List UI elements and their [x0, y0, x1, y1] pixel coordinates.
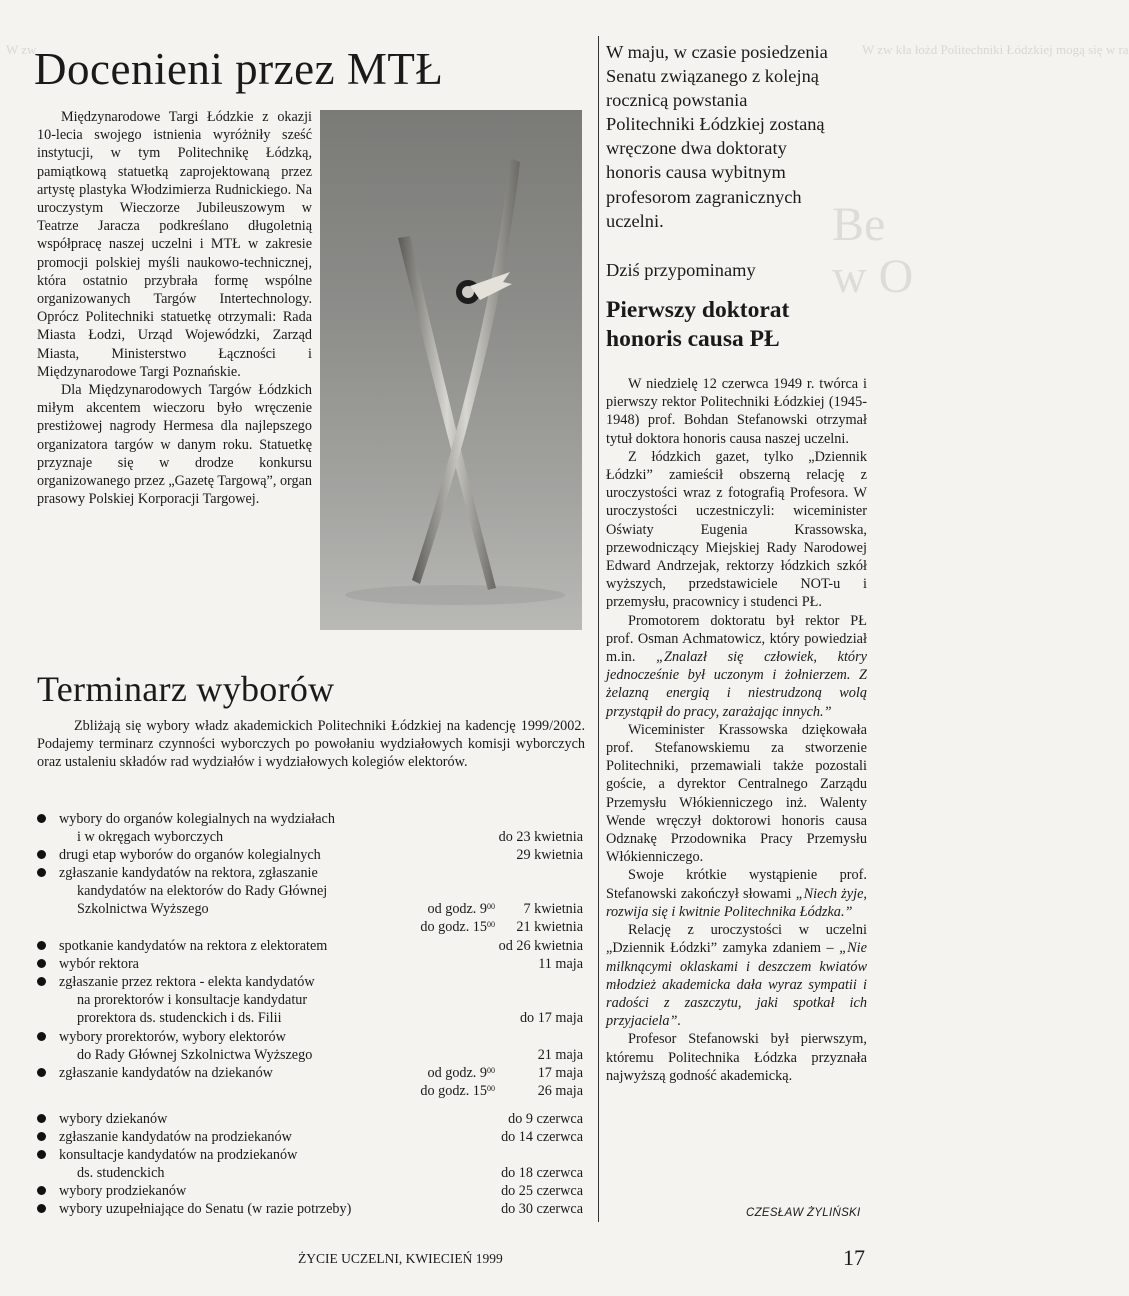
- statuette-photo: [320, 110, 582, 630]
- schedule-item-text: i w okręgach wyborczych: [77, 829, 224, 846]
- bullet-icon: [37, 814, 46, 823]
- author-signature: CZESŁAW ŻYLIŃSKI: [746, 1207, 861, 1219]
- schedule-item: [37, 1182, 585, 1200]
- bleed-heading-1: Be: [832, 198, 886, 251]
- article-lead-2: Dziś przypominamy: [606, 260, 756, 280]
- column-divider: [598, 36, 599, 1222]
- schedule-item-text: drugi etap wyborów do organów kolegialnych: [59, 847, 321, 863]
- schedule-item: [37, 955, 585, 973]
- article-title-terminarz: Terminarz wyborów: [37, 669, 335, 709]
- schedule-item-text: wybory prodziekanów: [59, 1183, 187, 1199]
- bullet-icon: [37, 1204, 46, 1213]
- schedule-date: do 14 czerwca: [501, 1129, 583, 1145]
- paragraph: Wiceminister Krassowska dziękowała prof. Stefanowskiemu za stworzenie Politechniki, przemawiali także pozostali goście, a dyrektor Centralnego Zarządu Przemysłu Włókienniczego inż. Walenty Wende wręczył doktorowi honoris causa Odznakę Przodownika Pracy Przemysłu Włókienniczego.: [606, 721, 867, 866]
- schedule-item: [37, 864, 585, 937]
- publication-footer: ŻYCIE UCZELNI, KWIECIEŃ 1999: [298, 1251, 503, 1266]
- schedule-date: od 26 kwietnia: [498, 938, 583, 954]
- schedule-date: 17 maja: [537, 1065, 583, 1081]
- quote: „Nie milknącymi oklaskami i deszczem kwiatów młodzież akademicka dała wyraz sympatii i radości z zaszczytu, jaki spotkał ich przyjaciela”.: [606, 940, 867, 1030]
- schedule-item-text: zgłaszanie kandydatów na prodziekanów: [59, 1129, 292, 1145]
- schedule-date: do 17 maja: [519, 1010, 583, 1026]
- schedule-item-text: zgłaszanie kandydatów na rektora, zgłaszanie: [59, 865, 318, 881]
- schedule-item-text: konsultacje kandydatów na prodziekanów: [59, 1147, 298, 1163]
- article-title-docenieni: Docenieni przez MTŁ: [34, 44, 444, 94]
- paragraph: Swoje krótkie wystąpienie prof. Stefanowski zakończył słowami „Niech żyje, rozwija się i kwitnie Politechnika Łódzka.”: [606, 867, 867, 920]
- bullet-icon: [37, 1032, 46, 1041]
- schedule-time: od godz. $9^{00}$: [427, 901, 495, 917]
- schedule-item: [37, 810, 585, 846]
- bleed-text-top-left: W zw: [6, 42, 37, 57]
- bullet-icon: [37, 1132, 46, 1141]
- schedule-time: od godz. $9^{00}$: [427, 1065, 495, 1081]
- schedule-item-text: wybory prorektorów, wybory elektorów: [59, 1029, 286, 1045]
- schedule-date: 29 kwietnia: [516, 847, 583, 863]
- page-number: 17: [843, 1245, 865, 1270]
- schedule-item-text: zgłaszanie kandydatów na dziekanów: [59, 1065, 273, 1081]
- schedule-date: do 25 czerwca: [501, 1183, 583, 1199]
- schedule-item-text: spotkanie kandydatów na rektora z elektoratem: [59, 938, 328, 954]
- quote: „Znalazł się człowiek, który jednocześnie był uczonym i żołnierzem. Z żelazną energią i niestrudzoną wolą przystąpił do pracy, zarażając innych.”: [606, 649, 867, 720]
- quote: „Niech żyje, rozwija się i kwitnie Politechnika Łódzka.”: [606, 885, 867, 920]
- bullet-icon: [37, 1068, 46, 1077]
- schedule-item-text: kandydatów na elektorów do Rady Głównej: [77, 883, 328, 900]
- schedule-time: do godz. $15^{00}$: [420, 1083, 495, 1099]
- schedule-item: [37, 1128, 585, 1146]
- article-body-doktorat: [606, 375, 867, 1085]
- paragraph: W niedzielę 12 czerwca 1949 r. twórca i pierwszy rektor Politechniki Łódzkiej (1945-1948) prof. Bohdan Stefanowski otrzymał tytuł doktora honoris causa naszej uczelni.: [606, 376, 867, 447]
- schedule-item-text: na prorektorów i konsultacje kandydatur: [77, 992, 308, 1009]
- paragraph: Dla Międzynarodowych Targów Łódzkich miłym akcentem wieczoru było wręczenie prestiżowej nagrody Hermesa dla najlepszego organizatora targów w danym roku. Statuetkę przyznaje się w drodze konkursu organizowanego przez „Gazetę Targową”, organ prasowy Polskiej Korporacji Targowej.: [37, 382, 312, 508]
- schedule-item-text: wybór rektora: [59, 956, 139, 972]
- paragraph: Międzynarodowe Targi Łódzkie z okazji 10-lecia swojego istnienia wyróżniły sześć instytucji, w tym Politechnikę Łódzką, pamiątkową statuetką zaprojektowaną przez artystę plastyka Włodzimierza Rudnickiego. Na uroczystym Wieczorze Jubileuszowym w Teatrze Jaracza podkreślano długoletnią współpracę naszej uczelni i MTŁ w zakresie promocji polskiej myśli naukowo-technicznej, która ostatnio przybrała formę wspólne organizowanych Targów Intertechnology. Oprócz Politechniki statuetkę otrzymali: Rada Miasta Łodzi, Urząd Wojewódzki, Zarząd Miasta, Ministerstwo Łączności i Międzynarodowe Targi Poznańskie.: [37, 109, 312, 380]
- bullet-icon: [37, 977, 46, 986]
- schedule-item: [37, 1146, 585, 1182]
- schedule-date: 21 maja: [537, 1047, 583, 1063]
- bullet-icon: [37, 868, 46, 877]
- schedule-date: do 30 czerwca: [501, 1201, 583, 1217]
- bullet-icon: [37, 850, 46, 859]
- bleed-text-top-right: W zw kła łożd Politechniki Łódzkiej mogą się w ra: [862, 42, 1129, 57]
- article-body-docenieni: [37, 108, 312, 508]
- bullet-icon: [37, 959, 46, 968]
- schedule-date: 21 kwietnia: [516, 919, 583, 935]
- bleed-heading-2: w O: [832, 250, 914, 303]
- schedule-date: 11 maja: [538, 956, 583, 972]
- schedule-item-text: wybory dziekanów: [59, 1111, 168, 1127]
- statuette-image: [320, 110, 582, 630]
- schedule-item: [37, 1028, 585, 1064]
- schedule-item-text: ds. studenckich: [77, 1165, 165, 1182]
- schedule-date: do 18 czerwca: [501, 1165, 583, 1181]
- schedule-date: do 23 kwietnia: [498, 829, 583, 845]
- schedule-time: do godz. $15^{00}$: [420, 919, 495, 935]
- bullet-icon: [37, 1114, 46, 1123]
- schedule-item-text: prorektora ds. studenckich i ds. Filii: [77, 1010, 282, 1027]
- schedule-item: [37, 1064, 585, 1110]
- schedule-date: 26 maja: [537, 1083, 583, 1099]
- election-schedule: [37, 810, 585, 1218]
- article-title-doktorat: Pierwszy doktorat honoris causa PŁ: [606, 297, 790, 352]
- bullet-icon: [37, 941, 46, 950]
- schedule-item: [37, 846, 585, 864]
- schedule-date: 7 kwietnia: [523, 901, 583, 917]
- article-intro-terminarz: Zbliżają się wybory władz akademickich Politechniki Łódzkiej na kadencję 1999/2002. Podajemy terminarz czynności wyborczych po powołaniu wydziałowych komisji wyborczych oraz ustaleniu składów rad wydziałów i wydziałowych kolegiów elektorów.: [37, 718, 585, 771]
- schedule-item-text: zgłaszanie przez rektora - elekta kandydatów: [59, 974, 315, 990]
- schedule-item-text: wybory do organów kolegialnych na wydziałach: [59, 811, 335, 827]
- paragraph: Z łódzkich gazet, tylko „Dziennik Łódzki” zamieścił obszerną relację z uroczystości wraz z fotografią Profesora. W uroczystości uczestniczyli: wiceminister Oświaty Eugenia Krassowska, przewodniczący Miejskiej Rady Narodowej Edward Andrzejak, rektorzy łódzkich szkół wyższych, przedstawiciele NOT-u i przemysłu, pracownicy i studenci PŁ.: [606, 448, 867, 611]
- schedule-item: [37, 1110, 585, 1128]
- schedule-item: [37, 937, 585, 955]
- schedule-item: [37, 1200, 585, 1218]
- paragraph: Relację z uroczystości w uczelni „Dziennik Łódzki” zamyka zdaniem – „Nie milknącymi oklaskami i deszczem kwiatów młodzież akademicka dała wyraz sympatii i radości z zaszczytu, jaki spotkał ich przyjaciela”.: [606, 922, 867, 1030]
- schedule-item: [37, 973, 585, 1028]
- bullet-icon: [37, 1150, 46, 1159]
- schedule-date: do 9 czerwca: [508, 1111, 583, 1127]
- bullet-icon: [37, 1186, 46, 1195]
- paragraph: Profesor Stefanowski był pierwszym, któremu Politechnika Łódzka przyznała najwyższą godność akademicką.: [606, 1031, 867, 1084]
- schedule-item-text: wybory uzupełniające do Senatu (w razie potrzeby): [59, 1201, 352, 1217]
- schedule-item-text: do Rady Głównej Szkolnictwa Wyższego: [77, 1047, 313, 1064]
- schedule-item-text: Szkolnictwa Wyższego: [77, 901, 209, 918]
- article-lead: W maju, w czasie posiedzenia Senatu związanego z kolejną rocznicą powstania Politechniki Łódzkiej zostaną wręczone dwa doktoraty honoris causa wybitnym profesorom zagranicznych uczelni.: [606, 42, 828, 231]
- paragraph: Promotorem doktoratu był rektor PŁ prof. Osman Achmatowicz, który powiedział m.in. „Znalazł się człowiek, który jednocześnie był uczonym i żołnierzem. Z żelazną energią i niestrudzoną wolą przystąpił do pracy, zarażając innych.”: [606, 612, 867, 720]
